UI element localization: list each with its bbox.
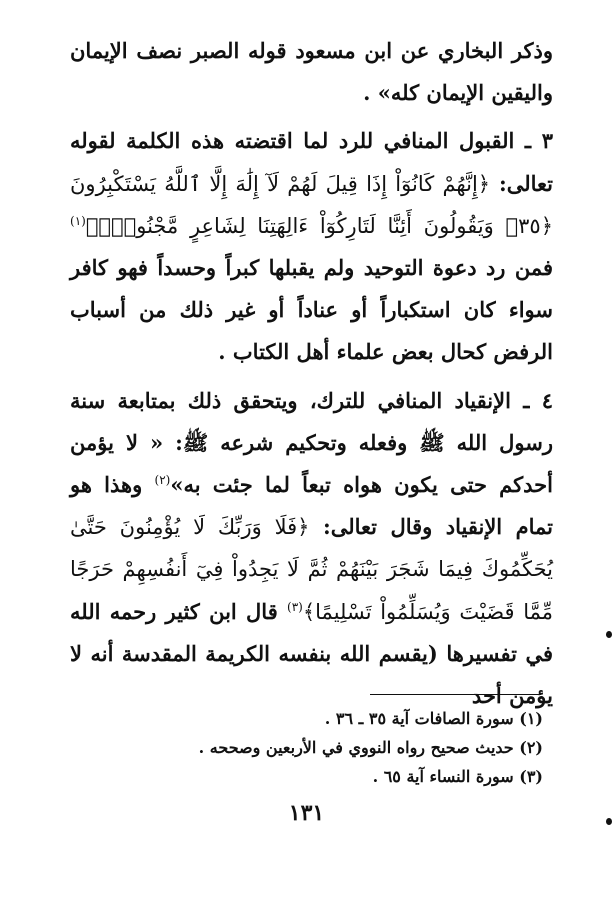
footnote-ref: (٣) — [287, 599, 303, 614]
footnote-1: (١) سورة الصافات آية ٣٥ ـ ٣٦ . — [324, 709, 543, 728]
footnote-2: (٢) حديث صحيح رواه النووي في الأربعين وصححه . — [198, 738, 543, 757]
paragraph-text: فمن رد دعوة التوحيد ولم يقبلها كبراً وحسداً فهو كافر سواء كان استكباراً أو عناداً أو غير ذلك من أسباب الرفض كحال بعض علماء أهل الكتاب . — [70, 255, 553, 365]
footnotes — [130, 704, 543, 791]
scan-speck — [606, 818, 612, 825]
paragraph-text: قال ابن كثير رحمه الله في تفسيرها (يقسم الله بنفسه الكريمة المقدسة أنه لا يؤمن أحد — [70, 598, 553, 709]
paragraph-3 — [70, 380, 553, 718]
body-text — [70, 30, 553, 717]
paragraph-2 — [70, 120, 553, 373]
footnote-ref: (٢) — [154, 473, 171, 488]
quran-verse: ﴿إِنَّهُمْ كَانُوٓاْ إِذَا قِيلَ لَهُمْ لَآ إِلَٰهَ إِلَّا ٱللَّهُ يَسْتَكْبِرُونَ ﴿٣٥﴾ وَيَقُولُونَ أَئِنَّا لَتَارِكُوٓاْ ءَالِهَتِنَا لِشَاعِرٍ مَّجْنُونٍۭ﴾ — [70, 171, 553, 238]
footnote-3: (٣) سورة النساء آية ٦٥ . — [372, 767, 543, 786]
footnote-divider — [370, 694, 541, 695]
paragraph-text: وهذا هو تمام الإنقياد وقال تعالى: — [70, 472, 554, 540]
scan-speck — [606, 631, 612, 638]
paragraph-1 — [70, 30, 553, 114]
paragraph-text: وذكر البخاري عن ابن مسعود قوله الصبر نصف الإيمان واليقين الإيمان كله» . — [70, 38, 553, 106]
quran-verse: ﴿فَلَا وَرَبِّكَ لَا يُؤْمِنُونَ حَتَّىٰ يُحَكِّمُوكَ فِيمَا شَجَرَ بَيْنَهُمْ ثُمَّ لَا يَجِدُواْ فِيٓ أَنفُسِهِمْ حَرَجًا مِّمَّا قَضَيْتَ وَيُسَلِّمُواْ تَسْلِيمًا﴾ — [70, 515, 553, 624]
page-number: ١٣١ — [288, 800, 325, 826]
paragraph-text: ٤ ـ الإنقياد المنافي للترك، ويتحقق ذلك بمتابعة سنة رسول الله ﷺ وفعله وتحكيم شرعه ﷺ: « لا يؤمن أحدكم حتى يكون هواه تبعاً لما جئت به» — [70, 387, 553, 498]
paragraph-text: ٣ ـ القبول المنافي للرد لما اقتضته هذه الكلمة لقوله تعالى: — [70, 128, 553, 196]
footnote-ref: (١) — [70, 213, 86, 228]
